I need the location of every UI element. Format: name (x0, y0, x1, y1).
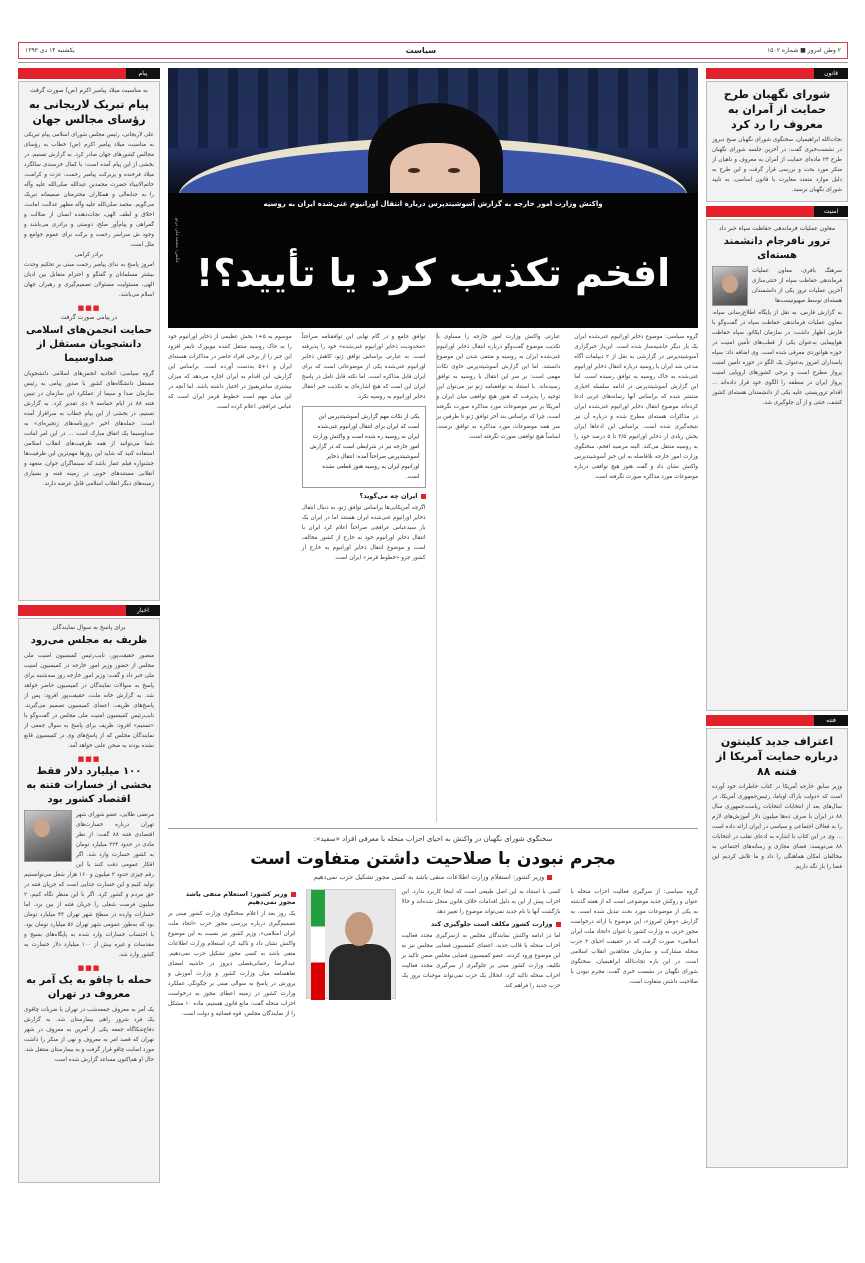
story-column: عبارتی واکنش وزارت امور خارجه را مساوی با تکذیب موضوع گفت‌وگو درباره انتقال ذخایر اورانیوم غنی‌شده ایران به روسیه و منتفی شدن این موضوع دانستند. اما این گزارش آسوشیتدپرس حاوی نکات مهمی است: بر سر این انتقال با روسیه به توافق رسیده‌اند. با استناد به توافقنامه ژنو نیز می‌توان این توجیه را پذیرفت که هنوز هیچ توافقی میان ایران و آمریکا بر سر موضوعات مورد مذاکره صورت نگرفته است، چرا که براساس بند آخر توافق ژنو تا طرفین بر سر همه موضوعات مورد مذاکره به توافق نرسند، اساساً هیچ توافقی صورت نگرفته است. (436, 334, 561, 440)
flag-icon (311, 890, 325, 1000)
section-bar-law (706, 68, 848, 79)
bullet-icon (547, 875, 552, 880)
article-kicker: به مناسبت میلاد پیامبر اکرم (ص) صورت گرفت (30, 87, 148, 94)
article-headline: شورای نگهبان طرح حمایت از آمران به معروف را رد کرد (723, 88, 831, 131)
page-header (18, 42, 848, 59)
story-column: گروه سیاسی: موضوع ذخایر اورانیوم غنی‌شده ایران یک بار دیگر حاشیه‌ساز شده است. این‌بار خبرگزاری آسوشیتدپرس در گزارشی به نقل از ۲ دیپلمات آگاه مدعی شد ایران با روسیه درباره انتقال ذخایر اورانیوم غنی‌شده به خاک روسیه به توافق رسیده است. اما این گزارش آسوشیتدپرس در ادامه سلسله اخباری منتشر شده که براساس آنها رسانه‌های غربی ادعا کرده‌اند موضوع انتقال ذخایر اورانیوم غنی‌شده ایران در مذاکرات هسته‌ای مطرح شده و درباره آن نیز نتیجه‌گیری شده است. براساس این ادعاها ایران بخش زیادی از ذخایر اورانیوم ۳/۵ تا ۵ درصد خود را به روسیه منتقل می‌کند. البته مرضیه افخم، سخنگوی وزارت امور خارجه بلافاصله به این خبر آسوشیتدپرس واکنش نشان داد و گفت هنوز هیچ توافقی درباره موضوعات مورد مذاکره صورت نگرفته است. (574, 334, 698, 480)
article-kicker: در پیامی صورت گرفت (60, 314, 118, 321)
section-title: سیاست (405, 46, 437, 55)
subheading: وزارت کشور مکلف است جلوگیری کند (430, 920, 553, 928)
article-news[interactable]: برای پاسخ به سوال نمایندگان ظریف به مجلس می‌رود منصور حقیقت‌پور، نایب‌رئیس کمیسیون امنیت ملی مجلس از حضور وزیر امور خارجه در کمیسیون امنیت ملی خبر داد و گفت: وزیر امور خارجه روز سه‌شنبه برای پاسخ به سوالات نمایندگان در کمیسیون حاضر خواهد شد. به گزارش خانه ملت، حقیقت‌پور افزود: پس از پاسخ‌های ظریف، اعضای کمیسیون تصمیم می‌گیرند. نایب‌رئیس کمیسیون امنیت ملی مجلس در گفت‌وگو با «تسنیم» افزود: ظریف برای پاسخ به سوال جمعی از نمایندگان مجلس که از پاسخ‌های وی در کمیسیون قانع نشده بودند به صحن علنی خواهد آمد. ■■■ ۱۰۰ میلیارد دلار فقط بخشی از خسارات فتنه به اقتصاد کشور بود مرتضی طلایی، عضو شورای شهر تهران درباره خسارت‌های اقتصادی فتنه ۸۸ گفت: از نظر مادی در حدود ۲۲۴ میلیارد تومان به کشور خسارت وارد شد. اگر افکار عمومی دقت کنند با این رقم چیزی حدود ۲ میلیون و ۱۶۰ هزار شغل می‌توانستیم تولید کنیم و این خسارت جدایی است که جریان فتنه در حق مردم و کشور کرد. اگر با این منظر نگاه کنیم، ۲ میلیون فرصت شغلی را جریان فتنه از بین برد. اما خسارات وارده در سطح شهر تهران ۴۳ میلیارد تومان بود که به‌طور عمومی شهر تهران ۵۶ میلیارد تومان بود. با احتساب خسارات وارد شده به پایگاه‌های بسیج و مقدسات و غیره بیش از ۱۰۰ میلیارد دلار خسارت به کشور وارد شد. ■■■ حمله با چاقو به یک آمر به معروف در تهران یک آمر به معروف جمعه‌شب در تهران با ضربات چاقوی یک فرد شرور راهی بیمارستان شد. به گزارش دفاع‌شکاگاه جمعه یکی از آمرین به معروف در شهر تهران که قصد امر به معروف و نهی از منکر را داشت مورد اصابت چاقو قرار گرفت و به بیمارستان منتقل شد. حال او هم‌اکنون مساعد گزارش شده است. (18, 618, 160, 1183)
article-body: مرتضی طلایی، عضو شورای شهر تهران درباره خسارت‌های اقتصادی فتنه ۸۸ گفت: از نظر مادی در حدود ۲۲۴ میلیارد تومان به کشور خسارت وارد شد. اگر افکار عمومی دقت کنند با این رقم چیزی حدود ۲ میلیون و ۱۶۰ هزار شغل می‌توانستیم تولید کنیم و این خسارت جدایی است که جریان فتنه در حق مردم و کشور کرد. اگر با این منظر نگاه کنیم، ۲ میلیون فرصت شغلی را جریان فتنه از بین برد. اما خسارات وارده در سطح شهر تهران ۴۳ میلیارد تومان بود که به‌طور عمومی شهر تهران ۵۶ میلیارد تومان بود. با احتساب خسارات وارد شده به پایگاه‌های بسیج و مقدسات و غیره بیش از ۱۰۰ میلیارد دلار خسارت به کشور وارد شد. (24, 812, 154, 958)
left-column (18, 68, 160, 1258)
section-label: فتنه (814, 715, 848, 726)
story-headline[interactable]: افخم تکذیب کرد یا تأیید؟! (195, 251, 671, 295)
spokesman-photo (306, 889, 396, 999)
article-body-2: امروز پاسخ به ندای پیامبر رحمت مبنی بر تحکیم وحدت بیشتر مسلمانان و گفتگو و احترام متقابل بین ادیان الهی، مسئولیت مسئولان تصمیم‌گیری و رهبران جهان اسلام می‌باشد. (24, 262, 154, 298)
article-headline: پیام تبریک لاریجانی به رؤسای مجالس جهان (29, 98, 149, 126)
section-label: پیام (126, 68, 160, 79)
article-message[interactable]: به مناسبت میلاد پیامبر اکرم (ص) صورت گرفت پیام تبریک لاریجانی به رؤسای مجالس جهان علی لاریجانی، رئیس مجلس شورای اسلامی پیام تبریکی به مناسبت میلاد پیامبر اکرم (ص) خطاب به رؤسای مجالس کشورهای جهان صادر کرد. به گزارش تسنیم، در بخشی از این پیام آمده است: با کمال خرسندی سالگرد میلاد فرخنده و پربرکت پیامبر رحمت، عزت و کرامت، خاتم‌الانبیاء حضرت محمدبن عبدالله صلی‌الله علیه وآله را به جنابعالی و همکاران محترمتان صمیمانه تبریک می‌گویم. محمد صلی‌الله علیه وآله مظهر عدالت، امانت، اخلاق و لطف الهی، نجات‌دهنده انسان از ضلالت و گمراهی و پیام‌آور صلح، دوستی و برادری می‌باشد و وجود ش سراسر رحمت و برکت برای عموم جوامع و ملل است. برادر کرامی امروز پاسخ به ندای پیامبر رحمت مبنی بر تحکیم وحدت بیشتر مسلمانان و گفتگو و احترام متقابل بین ادیان الهی، مسئولیت مسئولان تصمیم‌گیری و رهبران جهان اسلام می‌باشد. ■■■ در پیامی صورت گرفت حمایت انجمن‌های اسلامی دانشجویان مستقل از صداوسیما گروه سیاسی: اتحادیه انجمن‌های اسلامی دانشجویان مستقل دانشگاه‌های کشور با صدور پیامی به رئیس سازمان صدا و سیما از عملکرد این سازمان در تبیین فتنه ۸۸ در ایام حماسه ۹ دی تقدیر کرد. به گزارش تسنیم، در بخشی از این پیام خطاب به سرافراز آمده است: حمله‌های اخیر «روزنامه‌های زنجیره‌ای» به صداوسیما یک اتفاق مبارک است ... در این امر امانت شما می‌توانید از همه ظرفیت‌های انقلاب اسلامی استفاده کنید که شاید این روزها مهم‌ترین این ظرفیت‌ها جشنواره فیلم عمار باشد که سینماگران جوان، متعهد و انقلابی مستندهای خوبی در زمینه فتنه و بسیاری زمینه‌های دیگر انقلاب اسلامی قابل عرضه دارند. (18, 81, 160, 601)
second-story (168, 828, 698, 1217)
story-column: یک روز بعد از اعلام سخنگوی وزارت کشور مبنی بر تصمیم‌گیری درباره بررسی مجوز حزب «اتحاد ملت ایران اسلامی»، وزیر کشور نیز نسبت به این موضوع واکنش نشان داد و تاکید کرد استعلام وزارت اطلاعات منفی باشد به کسی مجوز تشکیل حزب نمی‌دهیم. عبدالرضا رحمانی‌فضلی دیروز در حاشیه امضای تفاهمنامه میان وزارت کشور و وزارت آموزش و پرورش در پاسخ به سوالی مبنی بر چگونگی عملکرد وزارت کشور در زمینه اعطای مجوز به درخواست احزاب منحله گفت: مانع قانون هستیم، ماده ۱۰ مشکل را از نمایندگان مجلس، قوه قضائیه و دولت است. (168, 911, 296, 1017)
article-body: وزیر سابق خارجه آمریکا در کتاب خاطرات خود آورده است که «دولت باراک اوباما، رئیس‌جمهوری آمریکا، در سال‌های بعد از انتخابات انتخابات ریاست‌جمهوری سال ۸۸ در ایران با صرف ده‌ها میلیون دلار آموزش‌های لازم را به فعالان اجتماعی و سیاسی در ایران ارائه داده است ... وی در این کتاب با اشاره به ادعای تقلب در انتخابات ۸۸ می‌نویسد: فضای مجازی و رسانه‌های اجتماعی به مخالفان امکان هماهنگی را داد و ما تلاش کردیم این فضا را باز نگه داریم. (712, 784, 842, 870)
article-headline: حمایت انجمن‌های اسلامی دانشجویان مستقل از صداوسیما (25, 325, 153, 364)
section-bar-sedition (706, 715, 848, 726)
section-bar-news (18, 605, 160, 616)
story-lead: وزیر کشور: استعلام وزارت اطلاعات منفی باشد به کسی مجوز تشکیل حزب نمی‌دهیم (313, 873, 545, 881)
story-column: گروه سیاسی: از سرگیری فعالیت احزاب منحله با عنوان و روکش جدید موضوعی است که از هفته گذشته به یکی از موضوعات مورد بحث تبدیل شده است. به گزارش «وطن امروز»، این موضوع با ارائه درخواست مجوز حزبی به وزارت کشور با عنوان «اتحاد ملت ایران اسلامی» صورت گرفت که در حقیقت احیای ۲ حزب منحله مشارکت و سازمان مجاهدین انقلاب اسلامی است. در این باره نجات‌الله ابراهیمیان، سخنگوی شورای نگهبان در نشست خبری گفت: مجرم نبودن با صلاحیت داشتن متفاوت است. (570, 889, 698, 985)
issue-date: یکشنبه ۱۴ دی ۱۳۹۳ (25, 47, 75, 54)
article-security[interactable] (706, 219, 848, 711)
portrait-photo (24, 810, 72, 862)
section-label: اخبار (126, 605, 160, 616)
story-headline[interactable]: مجرم نبودن با صلاحیت داشتن متفاوت است (250, 849, 616, 869)
story-column: توافق جامع و در گام نهایی این توافقنامه صراحتاً «محدودیت ذخایر اورانیوم غنی‌شده» خود را پذیرفته است. به عبارتی براساس توافق ژنو، کاهش ذخایر اورانیوم غنی‌شده یکی از موضوعاتی است که برای ایران قابل مذاکره است. اما نکته قابل تامل در پاسخ ایران این است که هیچ اشاره‌ای به تکذیب خبر انتقال ذخایر اورانیوم به روسیه نکرد. (301, 334, 426, 400)
article-body: گروه سیاسی: اتحادیه انجمن‌های اسلامی دانشجویان مستقل دانشگاه‌های کشور با صدور پیامی به رئیس سازمان صدا و سیما از عملکرد این سازمان در تبیین فتنه ۸۸ در ایام حماسه ۹ دی تقدیر کرد. به گزارش تسنیم، در بخشی از این پیام خطاب به سرافراز آمده است: حمله‌های اخیر «روزنامه‌های زنجیره‌ای» به صداوسیما یک اتفاق مبارک است ... در این امر امانت شما می‌توانید از همه ظرفیت‌های انقلاب اسلامی استفاده کنید که شاید این روزها مهم‌ترین این ظرفیت‌ها جشنواره فیلم عمار باشد که سینماگران جوان، متعهد و انقلابی مستندهای خوبی در زمینه فتنه و بسیاری زمینه‌های دیگر انقلاب اسلامی قابل عرضه دارند. (24, 371, 155, 487)
article-headline: اعتراف جدید کلینتون درباره حمایت آمریکا از فتنه ۸۸ (716, 735, 838, 778)
page-info: ۲ وطن امروز ■ شماره ۱۵۰۲ (767, 47, 841, 54)
story-kicker: سخنگوی شورای نگهبان در واکنش به احیای احزاب منحله با معرفی افراد «سفید»: (313, 835, 553, 843)
section-bar-message (18, 68, 160, 79)
article-signoff: برادر کرامی (74, 252, 104, 258)
right-column (706, 68, 848, 1258)
bullet-icon (421, 494, 426, 499)
story-column: موسوم به ۵+۱ بخش عظیمی از ذخایر اورانیوم خود را به خاک روسیه منتقل کننده نیویورک تایمز افزود این خبر را از برخی افراد حاضر در مذاکرات هسته‌ای ایران و ۱+۵ به‌دست آورده است. براساس این گزارش، این اقدام به ایران اجازه می‌دهد که میزان بیشتری سانتریفیوژ در اختیار داشته باشد. اما آنچه در این میان مهم است خطوط قرمز ایران است که عباس عراقچی اعلام کرده است. (168, 334, 292, 410)
article-headline: ترور نافرجام دانشمند هسته‌ای (723, 236, 831, 261)
section-label: امنیت (814, 206, 848, 217)
article-lead: سرهنگ باقری، معاون عملیات فرماندهی حفاظت سپاه از خنثی‌سازی آخرین عملیات ترور یکی از دانشمندان هسته‌ای توسط صهیونیست‌ها (752, 268, 842, 304)
article-body: منصور حقیقت‌پور، نایب‌رئیس کمیسیون امنیت ملی مجلس از حضور وزیر امور خارجه در کمیسیون امنیت ملی خبر داد و گفت: وزیر امور خارجه روز سه‌شنبه برای پاسخ به سوالات نمایندگان در کمیسیون حاضر خواهد شد. به گزارش خانه ملت، حقیقت‌پور افزود: پس از پاسخ‌های ظریف، اعضای کمیسیون تصمیم می‌گیرند. نایب‌رئیس کمیسیون امنیت ملی مجلس در گفت‌وگو با «تسنیم» افزود: ظریف برای پاسخ به سوال جمعی از نمایندگان مجلس که از پاسخ‌های وی در کمیسیون قانع نشده بودند به صحن علنی خواهد آمد. (24, 653, 154, 749)
story-column: اما در ادامه واکنش نمایندگان مجلس به ازسرگیری مجدد فعالیت احزاب منحله با قالب جدید، اعضای کمیسیون قضایی مجلس نیز به این موضوع ورود کردند. عضو کمیسیون قضایی مجلس ضمن تاکید بر تکلیف وزارت کشور مبنی بر جلوگیری از سرگیری مجدد فعالیت احزاب منحله تاکید کرد: انحلال یک حزب نمی‌تواند موجبات بروز یک حزب جدید را فراهم کند. (401, 933, 561, 989)
article-body: یک آمر به معروف جمعه‌شب در تهران با ضربات چاقوی یک فرد شرور راهی بیمارستان شد. به گزارش دفاع‌شکاگاه جمعه یکی از آمرین به معروف در شهر تهران که قصد امر به معروف و نهی از منکر را داشت مورد اصابت چاقو قرار گرفت و به بیمارستان منتقل شد. حال او هم‌اکنون مساعد گزارش شده است. (24, 1007, 154, 1063)
subheading: وزیر کشور: استعلام منفی باشد مجوز نمی‌دهیم (185, 890, 296, 906)
article-sedition[interactable] (706, 728, 848, 1168)
article-body: علی لاریجانی، رئیس مجلس شورای اسلامی پیام تبریکی به مناسبت میلاد پیامبر اکرم (ص) خطاب به رؤسای مجالس کشورهای جهان صادر کرد. به گزارش تسنیم، در بخشی از این پیام آمده است: با کمال خرسندی سالگرد میلاد فرخنده و پربرکت پیامبر رحمت، عزت و کرامت، خاتم‌الانبیاء حضرت محمدبن عبدالله صلی‌الله علیه وآله را به جنابعالی و همکاران محترمتان صمیمانه تبریک می‌گویم. محمد صلی‌الله علیه وآله مظهر عدالت، امانت، اخلاق و لطف الهی، نجات‌دهنده انسان از ضلالت و گمراهی و پیام‌آور صلح، دوستی و برادری می‌باشد و وجود ش سراسر رحمت و برکت برای عموم جوامع و ملل است. (24, 132, 154, 248)
subheading: ایران چه می‌گوید؟ (359, 492, 418, 500)
portrait-photo (712, 266, 748, 306)
main-story-body (168, 332, 698, 822)
section-label: قانون (814, 68, 848, 79)
header-divider (18, 62, 848, 63)
quote-box: یکی از نکات مهم گزارش آسوشیتدپرس این است که ایران برای انتقال اورانیوم غنی‌شده ایران به روسیه ره شده است و واکنش وزارت امور خارجه نیز در شرایطی است که در گزارش آسوشیتدپرس صراحتاً آمده: انتقال ذخایر اورانیوم ایران به روسیه هنوز قطعی نشده است. (302, 406, 426, 488)
story-subheadline: واکنش وزارت امور خارجه به گزارش آسوشیتدپرس درباره انتقال اورانیوم غنی‌شده ایران به روسیه (263, 200, 603, 208)
bullet-icon (556, 922, 561, 927)
main-column (168, 68, 698, 1258)
headline-band (168, 233, 698, 328)
article-headline: حمله با چاقو به یک آمر به معروف در تهران (26, 975, 152, 1000)
article-law[interactable] (706, 81, 848, 202)
section-bar-security (706, 206, 848, 217)
photo-credit: عکس: محمدعلی برنو (174, 218, 180, 264)
article-body: به گزارش فارس، به‌ نقل از پایگاه اطلاع‌رسانی سپاه، معاون عملیات فرماندهی حفاظت سپاه در گفت‌وگو با فارس اظهار داشت: در سازمان ایکائو، سپاه حفاظت هواپیمایی به‌عنوان یکی از قطب‌های تأمین امنیت در حوزه هوانوردی معرفی شده است. وی اضافه داد: سپاه پاسداران امروز به‌عنوان یک الگو در حوزه تأمین امنیت پرواز مطرح است و برخی کشورهای اروپایی امنیت پرواز ایران در منطقه را الگوی خود قرار داده‌اند ... اقدام تروریستی علیه یکی از دانشمندان هسته‌ای کشور کشف، خنثی و از آن جلوگیری شد. (712, 310, 842, 406)
article-kicker: برای پاسخ به سوال نمایندگان (52, 624, 126, 631)
article-headline: ۱۰۰ میلیارد دلار فقط بخشی از خسارات فتنه به اقتصاد کشور بود (26, 766, 152, 805)
hero-photo (168, 68, 698, 233)
article-kicker: معاون عملیات فرماندهی حفاظت سپاه خبر داد (718, 225, 836, 232)
story-column: اگرچه آمریکایی‌ها براساس توافق ژنو، به دنبال انتقال ذخایر اورانیوم غنی‌شده ایران هستند اما در ایران یک بار سیدعباس عراقچی صراحتاً اعلام کرد ایران با انتقال ذخایر اورانیوم خود به خارج از کشور مخالف است و موضوع انتقال ذخایر اورانیوم به خارج از کشور جزو «خطوط قرمز» ایران است. (301, 505, 426, 561)
story-column: کسی با استناد به این اصل طبیعی است که اینجا کاربرد ندارد. این احزاب پیش از این به دلیل اقدامات خلاف قانون منحل شده‌اند و حالا بازگشت آنها با نام جدید نمی‌تواند موضوع را تغییر دهد. (401, 889, 561, 915)
bullet-icon (291, 892, 296, 897)
article-headline: ظریف به مجلس می‌رود (30, 635, 148, 646)
article-body: نجات‌الله ابراهیمیان، سخنگوی شورای نگهبان صبح دیروز در نشست‌خبری گفت: در آخرین جلسه شورای نگهبان طرح ۲۴ ماده‌ای حمایت از آمران به معروف و ناهیان از منکر مورد بحث و بررسی قرار گرفت و این طرح به دلیل موارد متعدد مغایرت با قانون اساسی، به تایید شورای نگهبان نرسید. (712, 137, 842, 193)
